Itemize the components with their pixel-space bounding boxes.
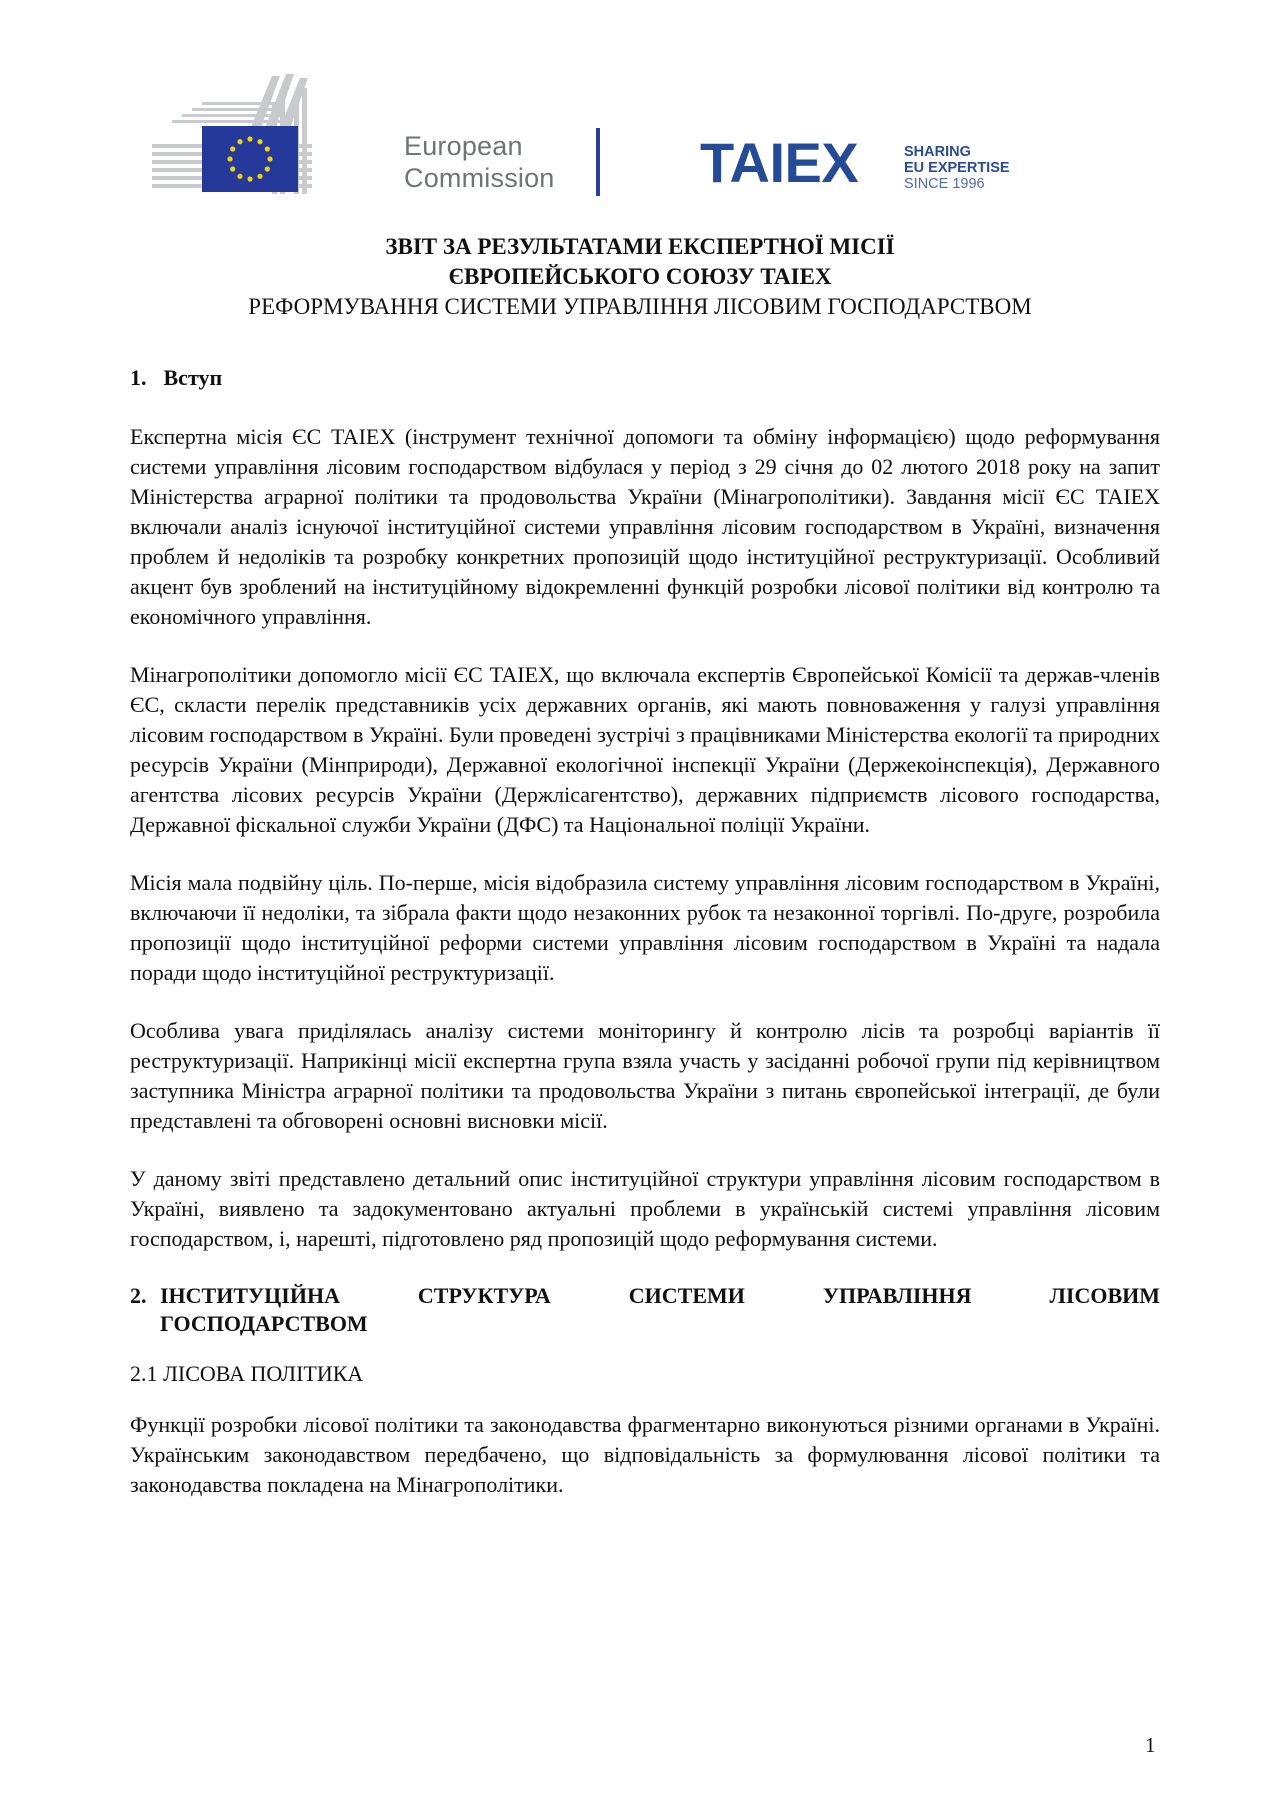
subsection-2-1-heading: 2.1 ЛІСОВА ПОЛІТИКА [130,1361,364,1386]
section-2-title-line1: ІНСТИТУЦІЙНА СТРУКТУРА СИСТЕМИ УПРАВЛІННЯ ЛІСОВИМ [160,1283,1160,1308]
taiex-tagline-line3: SINCE 1996 [904,176,985,192]
section-1-paragraph-4: Особлива увага приділялась аналізу системи моніторингу й контролю лісів та розробці варіантів її реструктуризації. Наприкінці місії експертна група взяла участь у засіданні робочої групи під керівництвом заступника Міністра аграрної політики та продовольства України з питань європейської інтеграції, де були представлені та обговорені основні висновки місії. [130,1018,1160,1133]
eu-stars-icon [202,126,298,192]
page-number: 1 [1145,1733,1156,1757]
ec-wordmark-line2: Commission [404,163,555,193]
logo-divider [596,128,600,196]
taiex-tagline-line2: EU EXPERTISE [904,160,1010,176]
logo-header [152,74,1022,204]
title-line-1: ЗВІТ ЗА РЕЗУЛЬТАТАМИ ЕКСПЕРТНОЇ МІСІЇ [385,234,895,259]
european-commission-wordmark [404,130,555,194]
section-2-title [160,1282,1160,1338]
section-1-paragraph-1: Експертна місія ЄС TAIEX (інструмент технічної допомоги та обміну інформацією) щодо реформування системи управління лісовим господарством відбулася у період з 29 січня до 02 лютого 2018 року на запит Міністерства аграрної політики та продовольства України (Мінагрополітики). Завдання місії ЄС TAIEX включали аналіз існуючої інституційної системи управління лісовим господарством в Україні, визначення проблем й недоліків та розробку конкретних пропозицій щодо інституційної реструктуризації. Особливий акцент був зроблений на інституційному відокремленні функцій розробки лісової політики від контролю та економічного управління. [130,424,1160,629]
document-title [130,232,1150,322]
eu-flag-icon [202,126,298,192]
section-1-title: Вступ [163,365,223,390]
section-1-number: 1. [130,365,147,390]
section-1-heading [130,364,1160,392]
ec-wordmark-line1: European [404,131,523,161]
taiex-tagline-line1: SHARING [904,144,971,160]
taiex-logo: TAIEX [700,131,859,194]
title-line-2: ЄВРОПЕЙСЬКОГО СОЮЗУ TAIEX [448,264,832,289]
section-2-paragraph-1: Функції розробки лісової політики та законодавства фрагментарно виконуються різними органами в Україні. Українським законодавством передбачено, що відповідальність за формулювання лісової політики та законодавства покладена на Мінагрополітики. [130,1412,1160,1497]
section-1-paragraph-2: Мінагрополітики допомогло місії ЄС TAIEX, що включала експертів Європейської Комісії та держав-членів ЄС, скласти перелік представників усіх державних органів, які мають повноваження у галузі управління лісовим господарством в Україні. Були проведені зустрічі з працівниками Міністерства екології та природних ресурсів України (Мінприроди), Державної екологічної інспекції України (Держекоінспекція), Державного агентства лісових ресурсів України (Держлісагентство), державних підприємств лісового господарства, Державної фіскальної служби України (ДФС) та Національної поліції України. [130,662,1160,837]
section-2-heading [130,1282,1160,1338]
section-1-paragraph-5: У даному звіті представлено детальний опис інституційної структури управління лісовим господарством в Україні, виявлено та задокументовано актуальні проблеми в українській системі управління лісовим господарством, і, нарешті, підготовлено ряд пропозицій щодо реформування системи. [130,1166,1160,1251]
taiex-tagline [904,144,1010,192]
section-1-paragraph-3: Місія мала подвійну ціль. По-перше, місія відобразила систему управління лісовим господарством в Україні, включаючи її недоліки, та зібрала факти щодо незаконних рубок та незаконної торгівлі. По-друге, розробила пропозиції щодо інституційної реформи системи управління лісовим господарством в Україні та надала поради щодо інституційної реструктуризації. [130,870,1160,985]
document-body [130,364,1160,1528]
section-2-title-line2: ГОСПОДАРСТВОМ [160,1311,368,1336]
section-2-number: 2. [130,1283,147,1308]
title-line-3: РЕФОРМУВАННЯ СИСТЕМИ УПРАВЛІННЯ ЛІСОВИМ ГОСПОДАРСТВОМ [248,294,1032,319]
